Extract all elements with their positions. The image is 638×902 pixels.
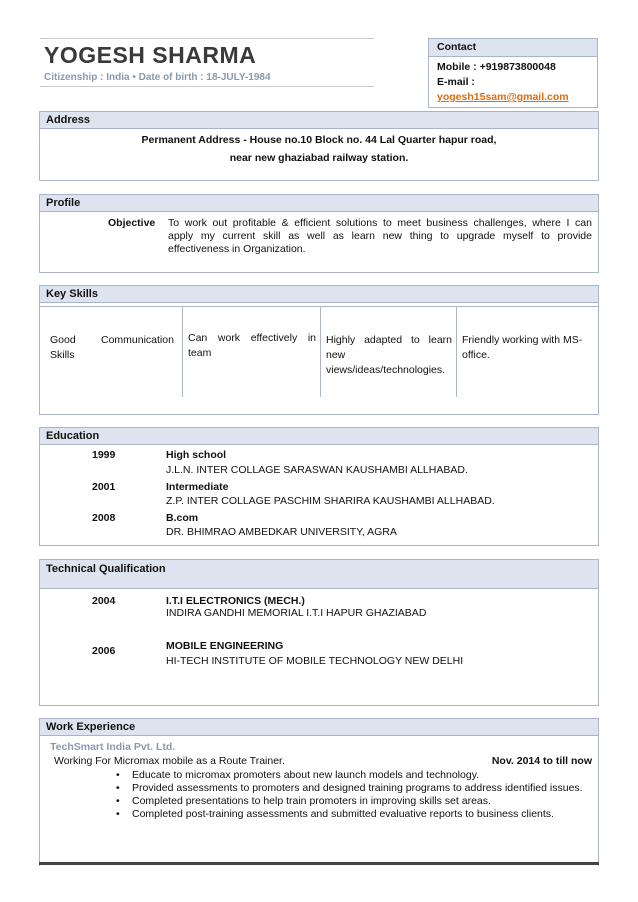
header-top-rule: [40, 38, 374, 39]
experience-title: Work Experience: [40, 719, 598, 736]
candidate-name: YOGESH SHARMA: [44, 42, 257, 68]
skill-1-line2: Skills: [50, 349, 75, 361]
address-title: Address: [40, 112, 598, 129]
contact-title: Contact: [428, 38, 598, 57]
skills-table: [40, 306, 598, 397]
skill-1-line1b: Communication: [101, 334, 174, 346]
profile-line-3: effectiveness in Organization.: [168, 243, 306, 255]
address-section: [39, 111, 599, 181]
skills-divider-2: [320, 307, 321, 397]
skill-3-line2: new: [326, 349, 346, 361]
list-item: • Completed post-training assessments and submitted evaluative reports to business clients.: [132, 808, 554, 820]
contact-box: [428, 38, 598, 108]
skill-3-line3: views/ideas/technologies.: [326, 364, 446, 376]
header-bottom-rule: [40, 86, 374, 87]
tech-institute: HI-TECH INSTITUTE OF MOBILE TECHNOLOGY NEW DELHI: [166, 655, 464, 667]
address-line-2: near new ghaziabad railway station.: [229, 152, 409, 164]
tech-year: 2004: [92, 595, 116, 607]
profile-line-2: apply my current skill as well as learn new thing to upgrade myself to provide: [168, 230, 592, 242]
address-line-1: Permanent Address - House no.10 Block no. 44 Lal Quarter hapur road,: [141, 134, 497, 146]
profile-label: Objective: [108, 217, 156, 229]
edu-year: 2008: [92, 512, 116, 524]
tech-degree: MOBILE ENGINEERING: [166, 640, 284, 652]
list-item: • Completed presentations to help train promoters in improving skills set areas.: [132, 795, 491, 807]
tech-institute: INDIRA GANDHI MEMORIAL I.T.I HAPUR GHAZIABAD: [166, 607, 427, 619]
skill-2-line1: Can work effectively in: [188, 332, 316, 344]
job-role: Working For Micromax mobile as a Route Trainer.: [54, 755, 285, 767]
job-period: Nov. 2014 to till now: [491, 755, 592, 767]
technical-title: Technical Qualification: [40, 560, 598, 589]
footer-rule: [39, 862, 599, 865]
list-item: • Educate to micromax promoters about new launch models and technology.: [132, 769, 479, 781]
tech-year: 2006: [92, 645, 116, 657]
edu-degree: B.com: [166, 512, 199, 524]
contact-body: [428, 57, 598, 108]
profile-title: Profile: [40, 195, 598, 212]
skill-1-line1: Good: [50, 334, 76, 346]
experience-section: [39, 718, 599, 866]
contact-email-label: E-mail :: [437, 76, 475, 88]
skill-cell-3: [326, 333, 452, 423]
edu-institute: Z.P. INTER COLLAGE PASCHIM SHARIRA KAUSHAMBI ALLHABAD.: [166, 495, 495, 507]
skills-divider-1: [182, 307, 183, 397]
profile-section: [39, 194, 599, 273]
skill-4-line1: Friendly working with MS-: [462, 334, 583, 346]
list-item: • Provided assessments to promoters and designed training programs to address identified issues.: [132, 782, 583, 794]
profile-line-1: To work out profitable & efficient solutions to meet business challenges, where I can: [168, 217, 592, 229]
edu-degree: Intermediate: [166, 481, 229, 493]
edu-year: 2001: [92, 481, 116, 493]
key-skills-title: Key Skills: [40, 286, 598, 303]
tech-degree: I.T.I ELECTRONICS (MECH.): [166, 595, 305, 607]
skill-cell-2: [188, 331, 316, 421]
skill-3-line1: Highly adapted to learn: [326, 334, 452, 346]
edu-degree: High school: [166, 449, 227, 461]
education-title: Education: [40, 428, 598, 445]
edu-institute: J.L.N. INTER COLLAGE SARASWAN KAUSHAMBI ALLHABAD.: [166, 464, 468, 476]
contact-mobile: Mobile : +919873800048: [437, 61, 556, 73]
skill-2-line2: team: [188, 347, 212, 359]
edu-year: 1999: [92, 449, 116, 461]
technical-section: [39, 559, 599, 706]
contact-email-link[interactable]: yogesh15sam@gmail.com: [437, 91, 569, 103]
skill-cell-4: [462, 333, 594, 423]
skills-divider-3: [456, 307, 457, 397]
citizenship-line: Citizenship : India • Date of birth : 18-JULY-1984: [44, 72, 271, 83]
skill-4-line2: office.: [462, 349, 490, 361]
company-name: TechSmart India Pvt. Ltd.: [50, 741, 176, 753]
key-skills-section: [39, 285, 599, 415]
skill-cell-1: [50, 333, 180, 423]
edu-institute: DR. BHIMRAO AMBEDKAR UNIVERSITY, AGRA: [166, 526, 397, 538]
education-section: [39, 427, 599, 546]
